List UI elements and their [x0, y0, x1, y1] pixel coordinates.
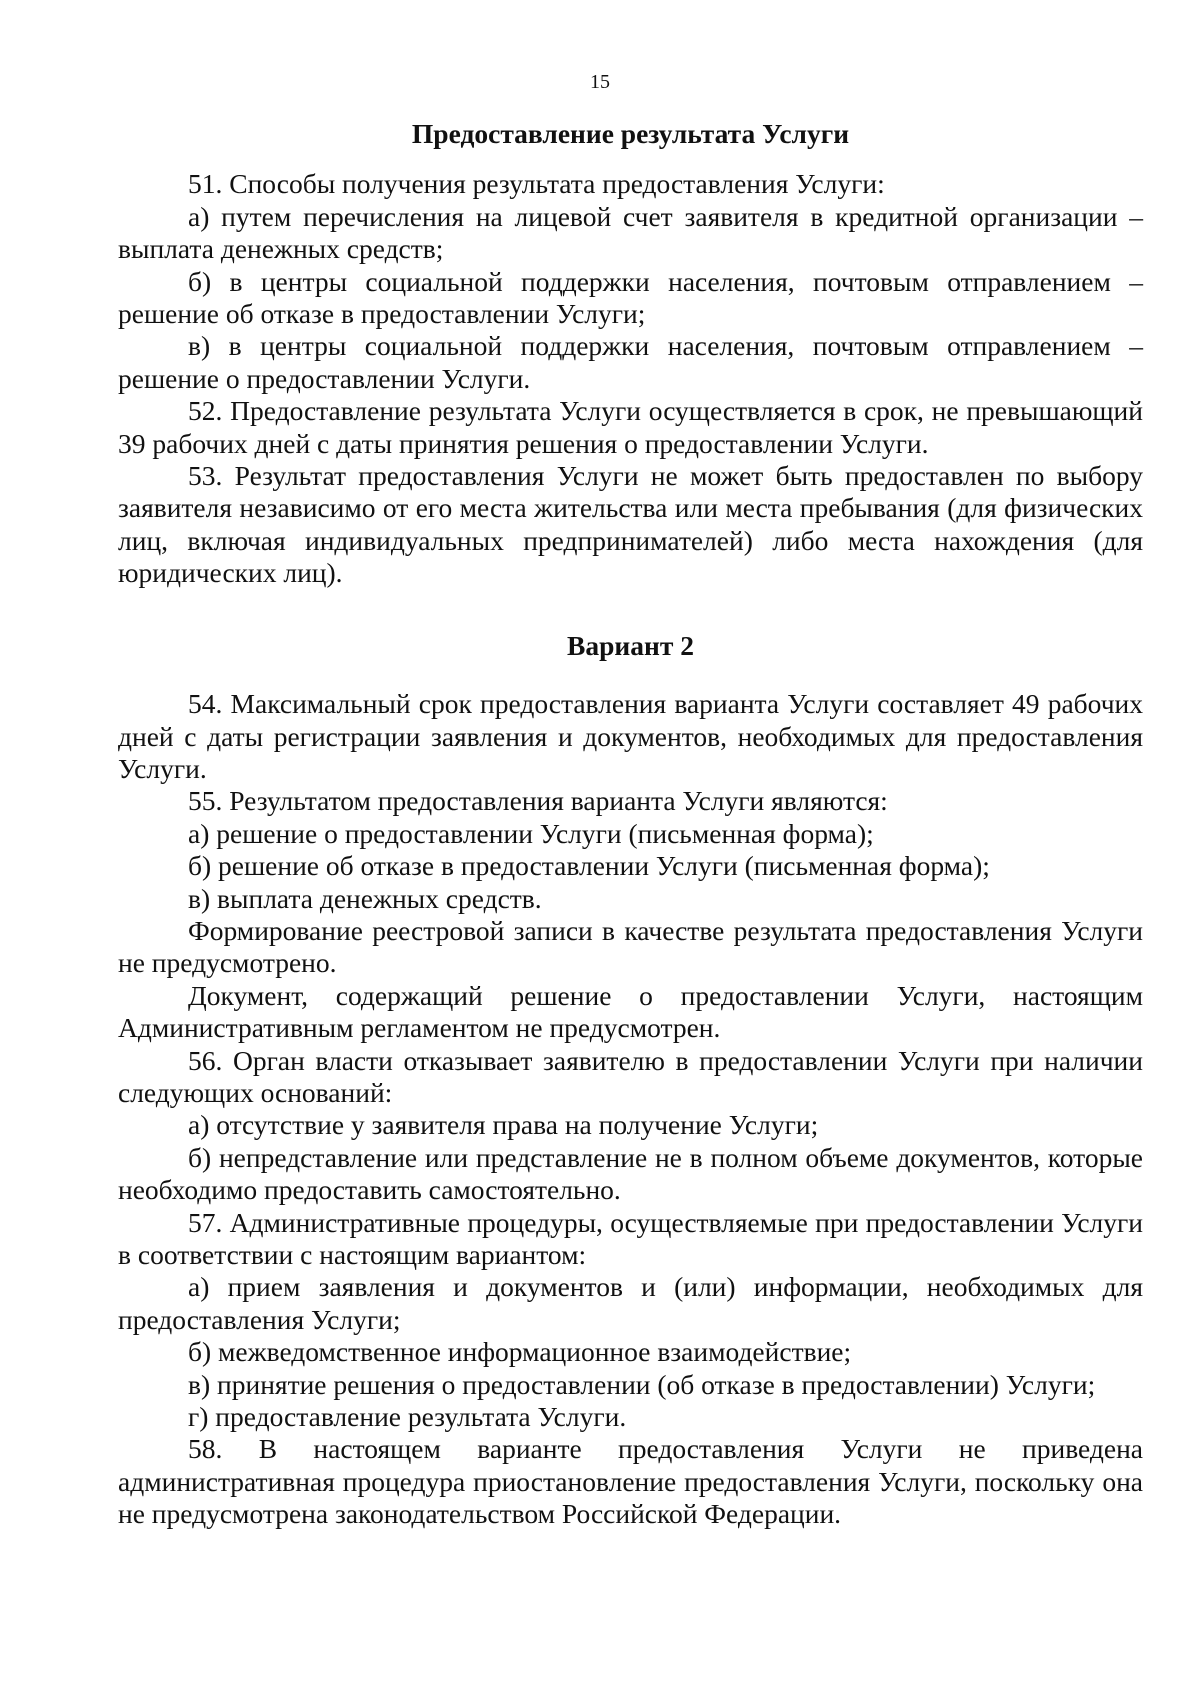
- paragraph: б) межведомственное информационное взаимодействие;: [188, 1336, 852, 1368]
- paragraph: б) решение об отказе в предоставлении Услуги (письменная форма);: [188, 850, 990, 882]
- paragraph: Документ, содержащий решение о предоставлении Услуги, настоящим Административным регламентом не предусмотрен.: [118, 979, 1143, 1044]
- paragraph: в) принятие решения о предоставлении (об отказе в предоставлении) Услуги;: [188, 1368, 1096, 1400]
- section-heading-variant-2: Вариант 2: [567, 629, 694, 661]
- paragraph: Формирование реестровой записи в качестве результата предоставления Услуги не предусмотрено.: [118, 914, 1143, 979]
- paragraph: в) выплата денежных средств.: [188, 882, 542, 914]
- paragraph: 58. В настоящем варианте предоставления Услуги не приведена административная процедура приостановление предоставления Услуги, поскольку она не предусмотрена законодательством Российской Федерации.: [118, 1433, 1143, 1530]
- paragraph: а) решение о предоставлении Услуги (письменная форма);: [188, 817, 874, 849]
- paragraph: 51. Способы получения результата предоставления Услуги:: [188, 168, 885, 200]
- section-result-body: [118, 168, 1143, 589]
- document-body: [118, 118, 1143, 1531]
- paragraph: 54. Максимальный срок предоставления варианта Услуги составляет 49 рабочих дней с даты регистрации заявления и документов, необходимых для предоставления Услуги.: [118, 688, 1143, 784]
- section-variant-2-body: [118, 688, 1143, 1531]
- paragraph: б) непредставление или представление не в полном объеме документов, которые необходимо предоставить самостоятельно.: [118, 1141, 1143, 1206]
- paragraph: 55. Результатом предоставления варианта Услуги являются:: [188, 785, 888, 817]
- paragraph: а) отсутствие у заявителя права на получение Услуги;: [188, 1109, 819, 1141]
- section-heading-result: Предоставление результата Услуги: [411, 118, 850, 149]
- paragraph: б) в центры социальной поддержки населения, почтовым отправлением – решение об отказе в предоставлении Услуги;: [118, 265, 1143, 330]
- paragraph: а) путем перечисления на лицевой счет заявителя в кредитной организации – выплата денежных средств;: [118, 200, 1143, 265]
- page-number: 15: [590, 71, 610, 93]
- paragraph: 56. Орган власти отказывает заявителю в предоставлении Услуги при наличии следующих оснований:: [118, 1044, 1143, 1108]
- paragraph: 52. Предоставление результата Услуги осуществляется в срок, не превышающий 39 рабочих дней с даты принятия решения о предоставлении Услуги.: [118, 395, 1143, 459]
- paragraph: 57. Административные процедуры, осуществляемые при предоставлении Услуги в соответствии с настоящим вариантом:: [118, 1206, 1143, 1270]
- paragraph: в) в центры социальной поддержки населения, почтовым отправлением – решение о предоставлении Услуги.: [118, 330, 1143, 394]
- paragraph: 53. Результат предоставления Услуги не может быть предоставлен по выбору заявителя независимо от его места жительства или места пребывания (для физических лиц, включая индивидуальных предпринимателей) либо места нахождения (для юридических лиц).: [118, 460, 1143, 589]
- paragraph: г) предоставление результата Услуги.: [188, 1401, 627, 1433]
- paragraph: а) прием заявления и документов и (или) информации, необходимых для предоставления Услуги;: [118, 1271, 1143, 1335]
